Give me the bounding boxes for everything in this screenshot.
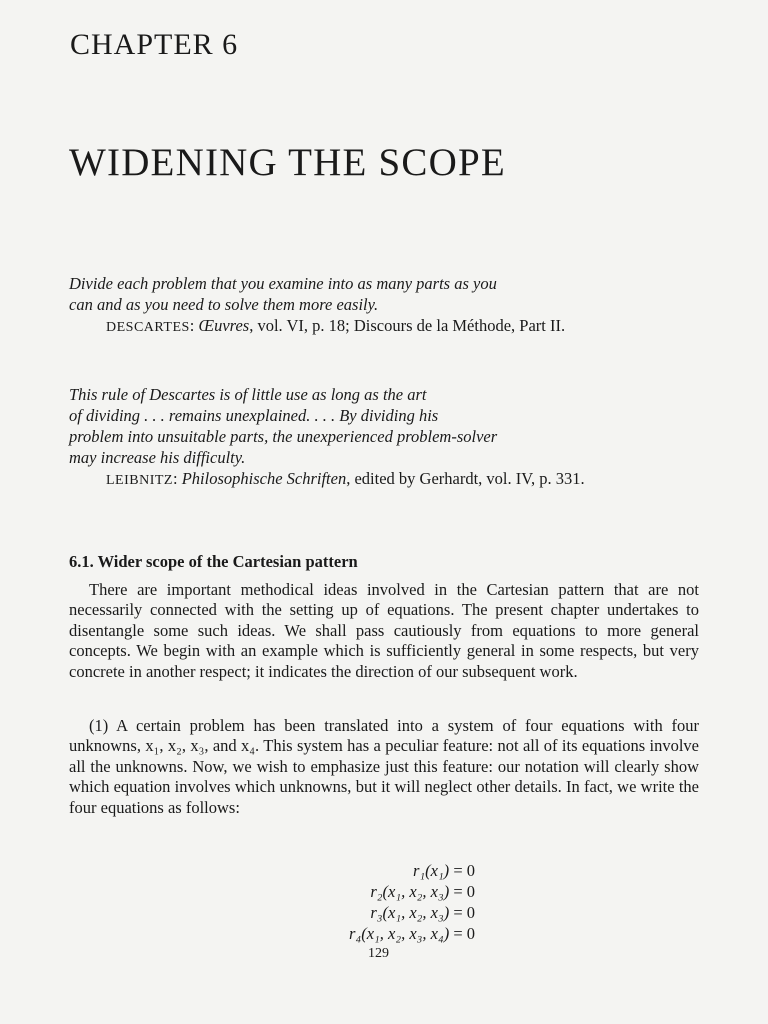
epigraph-line: Divide each problem that you examine into as many parts as you <box>69 274 497 293</box>
equation-lhs: r₄(x₁, x₂, x₃, x₄) <box>349 924 450 943</box>
epigraph-work: Philosophische Schriften <box>181 469 347 488</box>
epigraph-author: LEIBNITZ <box>106 473 173 488</box>
equation-rhs: = 0 <box>453 924 475 943</box>
epigraph-attribution: DESCARTES: Œuvres, vol. VI, p. 18; Discours de la Méthode, Part II. <box>106 316 566 335</box>
equation-lhs: r₁(x₁) <box>412 861 450 880</box>
equation-system <box>260 860 475 944</box>
epigraph-leibnitz <box>69 384 709 491</box>
equation-rhs: = 0 <box>453 882 475 901</box>
epigraph-line: This rule of Descartes is of little use as long as the art <box>69 385 427 404</box>
epigraph-work: Œuvres <box>198 316 250 335</box>
equation <box>260 902 475 923</box>
equation <box>260 860 475 881</box>
epigraph-descartes <box>69 273 709 338</box>
equation-rhs: = 0 <box>453 903 475 922</box>
equation-lhs: r₂(x₁, x₂, x₃) <box>370 882 450 901</box>
section-heading: 6.1. Wider scope of the Cartesian pattern <box>69 552 358 571</box>
body-paragraph: There are important methodical ideas involved in the Cartesian pattern that are not necessarily connected with the setting up of equations. The present chapter undertakes to disentangle some such ideas. We shall pass cautiously from equations to more general concepts. We begin with an example which is sufficiently general in some respects, but very concrete in another respect; it indicates the direction of our subsequent work. <box>69 580 699 681</box>
epigraph-details: , edited by Gerhardt, vol. IV, p. 331. <box>346 469 585 488</box>
epigraph-line: may increase his difficulty. <box>69 448 246 467</box>
epigraph-attribution: LEIBNITZ: Philosophische Schriften, edited by Gerhardt, vol. IV, p. 331. <box>106 469 585 488</box>
chapter-label: CHAPTER 6 <box>70 28 239 61</box>
equation <box>260 881 475 902</box>
epigraph-line: of dividing . . . remains unexplained. . . . By dividing his <box>69 406 439 425</box>
epigraph-details: , vol. VI, p. 18; Discours de la Méthode, Part II. <box>249 316 566 335</box>
chapter-title: WIDENING THE SCOPE <box>69 141 506 184</box>
equation-rhs: = 0 <box>453 861 475 880</box>
epigraph-line: can and as you need to solve them more easily. <box>69 295 379 314</box>
body-paragraph: (1) A certain problem has been translated into a system of four equations with four unknowns, x₁, x₂, x₃, and x₄. This system has a peculiar feature: not all of its equations involve all the unknowns. Now, we wish to emphasize just this feature: our notation will clearly show which equation involves which unknowns, but it will neglect other details. In fact, we write the four equations as follows: <box>69 716 699 817</box>
equation-lhs: r₃(x₁, x₂, x₃) <box>370 903 450 922</box>
epigraph-line: problem into unsuitable parts, the unexperienced problem-solver <box>69 427 498 446</box>
epigraph-author: DESCARTES <box>106 320 190 335</box>
page-number: 129 <box>368 946 389 961</box>
equation <box>260 923 475 944</box>
